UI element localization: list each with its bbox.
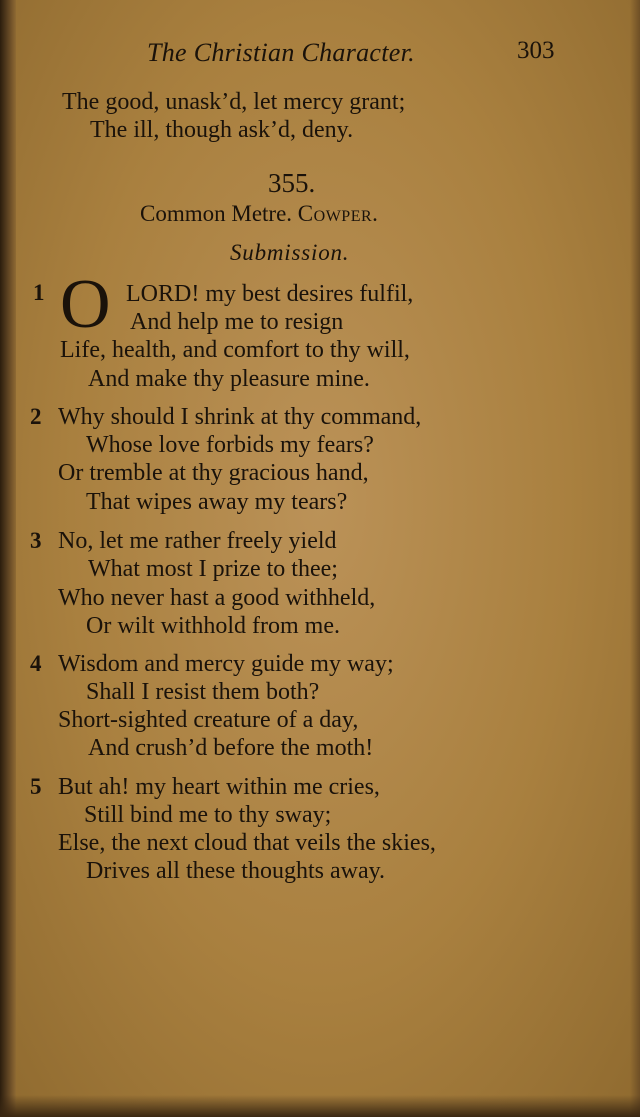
verse-line: Drives all these thoughts away.	[86, 858, 386, 884]
continuation-line: The good, unask’d, let mercy grant;	[62, 89, 406, 115]
verse-line: That wipes away my tears?	[86, 489, 348, 515]
verse-line: No, let me rather freely yield	[58, 528, 337, 554]
page-edge-shadow	[630, 0, 640, 1117]
hymn-subject: Submission.	[230, 240, 350, 265]
verse-line: And crush’d before the moth!	[88, 735, 374, 761]
verse-line: LORD! my best desires fulfil,	[126, 281, 414, 307]
verse-line: And help me to resign	[130, 309, 344, 335]
verse-line: Shall I resist them both?	[86, 679, 320, 705]
verse-line: Wisdom and mercy guide my way;	[58, 651, 394, 677]
verse-number: 4	[30, 651, 42, 676]
hymn-meter: Common Metre.	[140, 201, 293, 226]
hymn-meter-line	[140, 201, 378, 227]
verse-line: Why should I shrink at thy command,	[58, 404, 422, 430]
verse-line: Whose love forbids my fears?	[86, 432, 374, 458]
continuation-line: The ill, though ask’d, deny.	[90, 117, 354, 143]
verse-number: 1	[33, 280, 45, 305]
hymn-number: 355.	[268, 168, 316, 198]
verse-line: Or wilt withhold from me.	[86, 613, 340, 639]
verse-line: But ah! my heart within me cries,	[58, 774, 380, 800]
verse-number: 2	[30, 404, 42, 429]
verse-line: Who never hast a good withheld,	[58, 585, 376, 611]
verse-number: 5	[30, 774, 42, 799]
verse-line: Life, health, and comfort to thy will,	[60, 337, 410, 363]
verse-line: Or tremble at thy gracious hand,	[58, 460, 369, 486]
page-bottom-shadow	[0, 1095, 640, 1117]
verse-line: Short-sighted creature of a day,	[58, 707, 359, 733]
page-number: 303	[517, 37, 555, 64]
verse-line: What most I prize to thee;	[88, 556, 338, 582]
verse-number: 3	[30, 528, 42, 553]
drop-cap: O	[60, 266, 111, 343]
hymn-author: Cowper.	[297, 201, 379, 226]
running-header: The Christian Character.	[147, 38, 415, 67]
verse-line: Else, the next cloud that veils the skies,	[58, 830, 436, 856]
verse-line: Still bind me to thy sway;	[84, 802, 332, 828]
verse-line: And make thy pleasure mine.	[88, 366, 370, 392]
page-spine-shadow	[0, 0, 16, 1117]
